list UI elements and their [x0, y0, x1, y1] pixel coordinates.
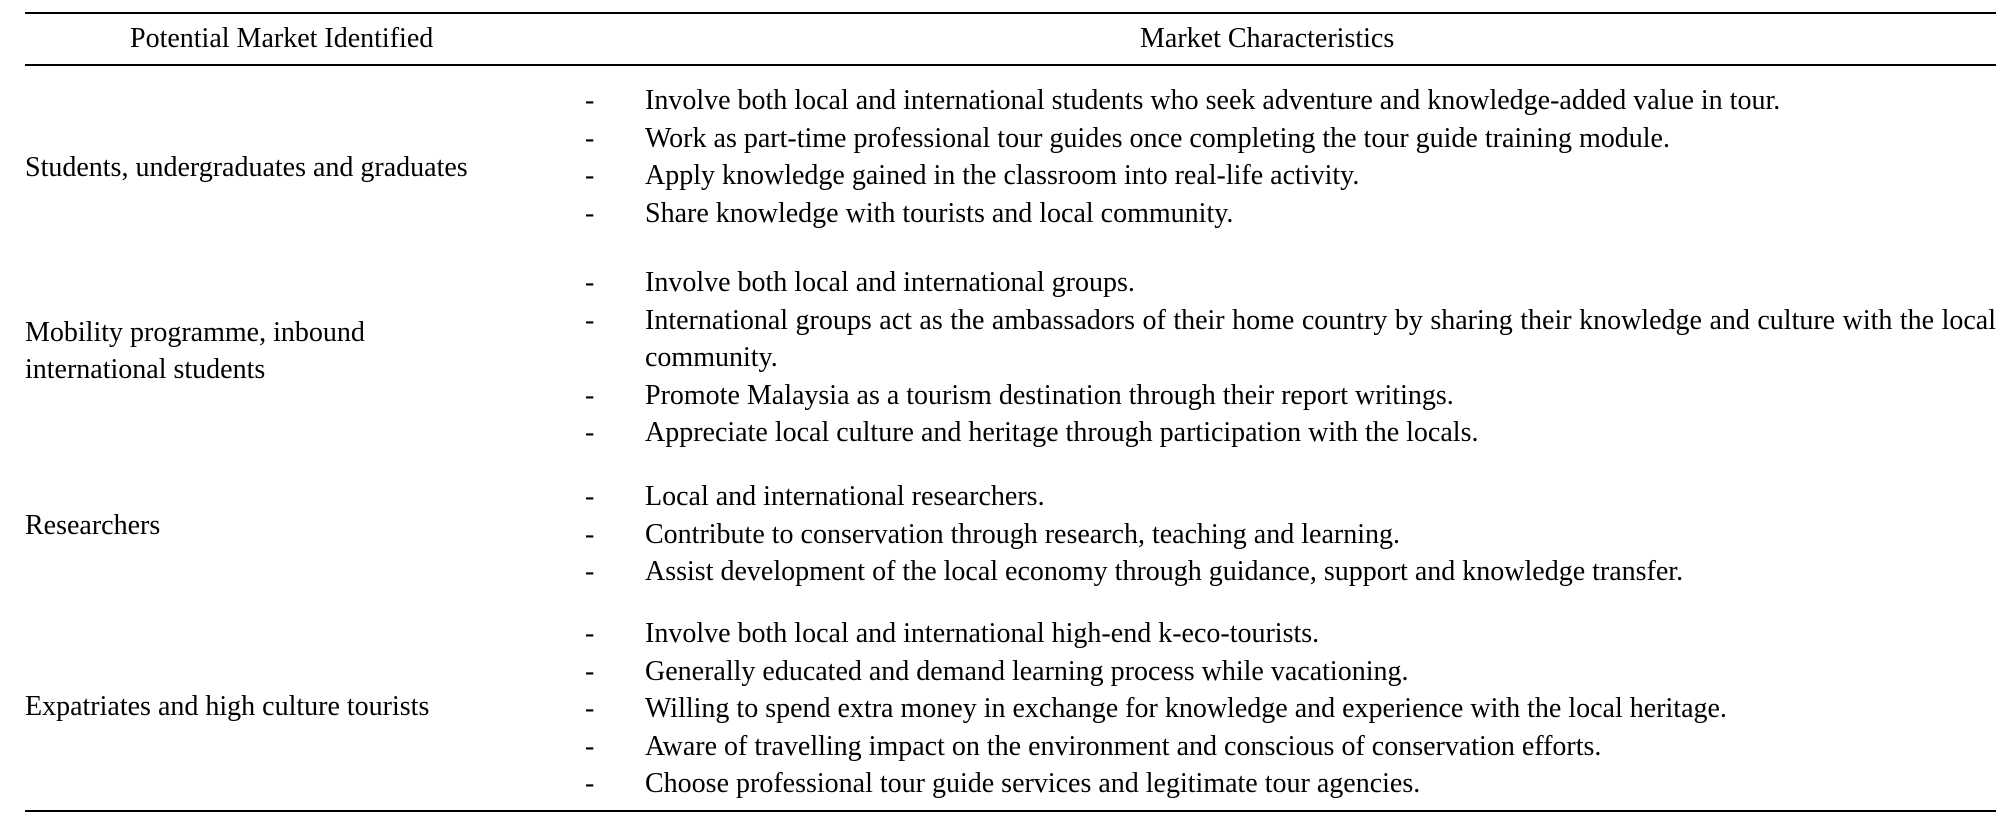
- bullet-dash: -: [585, 618, 595, 649]
- market-name: Mobility programme, inbound international students: [25, 317, 365, 385]
- characteristics-list: [585, 264, 1996, 452]
- characteristics-list: [585, 615, 1996, 803]
- bullet-dash: -: [585, 197, 595, 229]
- bullet-dash: -: [585, 768, 595, 799]
- bullet-dash: -: [585, 417, 595, 448]
- characteristic-text: Involve both local and international students who seek adventure and knowledge-added value in tour.: [645, 85, 1781, 116]
- characteristic-text: International groups act as the ambassadors of their home country by sharing their knowledge and culture with the local community.: [645, 304, 1996, 373]
- characteristic-text: Work as part-time professional tour guides once completing the tour guide training module.: [645, 122, 1670, 154]
- header-potential-market: Potential Market Identified: [130, 23, 434, 54]
- list-item: [585, 82, 1996, 120]
- market-name: Expatriates and high culture tourists: [25, 691, 430, 722]
- table-bottom-rule: [25, 810, 1996, 812]
- list-item: [585, 615, 1996, 653]
- list-item: [585, 653, 1996, 691]
- characteristic-text: Involve both local and international high-end k-eco-tourists.: [645, 618, 1320, 649]
- bullet-dash: -: [585, 122, 595, 154]
- bullet-dash: -: [585, 693, 595, 724]
- characteristic-text: Involve both local and international groups.: [645, 267, 1135, 298]
- bullet-dash: -: [585, 481, 595, 512]
- list-item: [585, 765, 1996, 803]
- list-item: [585, 478, 1996, 516]
- characteristic-text: Appreciate local culture and heritage through participation with the locals.: [645, 417, 1479, 448]
- market-name: Researchers: [25, 510, 161, 541]
- list-item: [585, 120, 1996, 158]
- bullet-dash: -: [585, 655, 595, 687]
- list-item: [585, 690, 1996, 728]
- characteristics-list: [585, 478, 1996, 591]
- characteristic-text: Promote Malaysia as a tourism destination through their report writings.: [645, 379, 1454, 411]
- characteristic-text: Choose professional tour guide services and legitimate tour agencies.: [645, 768, 1421, 799]
- characteristic-text: Local and international researchers.: [645, 481, 1045, 512]
- bullet-dash: -: [585, 85, 595, 116]
- list-item: [585, 728, 1996, 766]
- list-item: [585, 195, 1996, 233]
- list-item: [585, 516, 1996, 554]
- list-item: [585, 264, 1996, 302]
- characteristic-text: Aware of travelling impact on the environment and conscious of conservation efforts.: [645, 730, 1602, 762]
- bullet-dash: -: [585, 379, 595, 411]
- characteristic-text: Willing to spend extra money in exchange for knowledge and experience with the local heritage.: [645, 693, 1727, 724]
- characteristic-text: Contribute to conservation through research, teaching and learning.: [645, 518, 1400, 550]
- bullet-dash: -: [585, 730, 595, 762]
- characteristic-text: Share knowledge with tourists and local community.: [645, 197, 1234, 229]
- list-item: [585, 157, 1996, 195]
- list-item: [585, 302, 1996, 377]
- characteristics-list: [585, 82, 1996, 232]
- list-item: [585, 377, 1996, 415]
- list-item: [585, 414, 1996, 452]
- bullet-dash: -: [585, 267, 595, 298]
- characteristic-text: Assist development of the local economy through guidance, support and knowledge transfer.: [645, 556, 1684, 587]
- bullet-dash: -: [585, 556, 595, 587]
- table-header-rule: [25, 64, 1996, 66]
- bullet-dash: -: [585, 518, 595, 550]
- characteristic-text: Generally educated and demand learning process while vacationing.: [645, 655, 1409, 687]
- bullet-dash: -: [585, 304, 595, 336]
- bullet-dash: -: [585, 160, 595, 191]
- list-item: [585, 553, 1996, 591]
- market-name: Students, undergraduates and graduates: [25, 152, 468, 183]
- characteristic-text: Apply knowledge gained in the classroom into real-life activity.: [645, 160, 1360, 191]
- header-market-characteristics: Market Characteristics: [1140, 23, 1395, 54]
- table-top-rule: [25, 12, 1996, 14]
